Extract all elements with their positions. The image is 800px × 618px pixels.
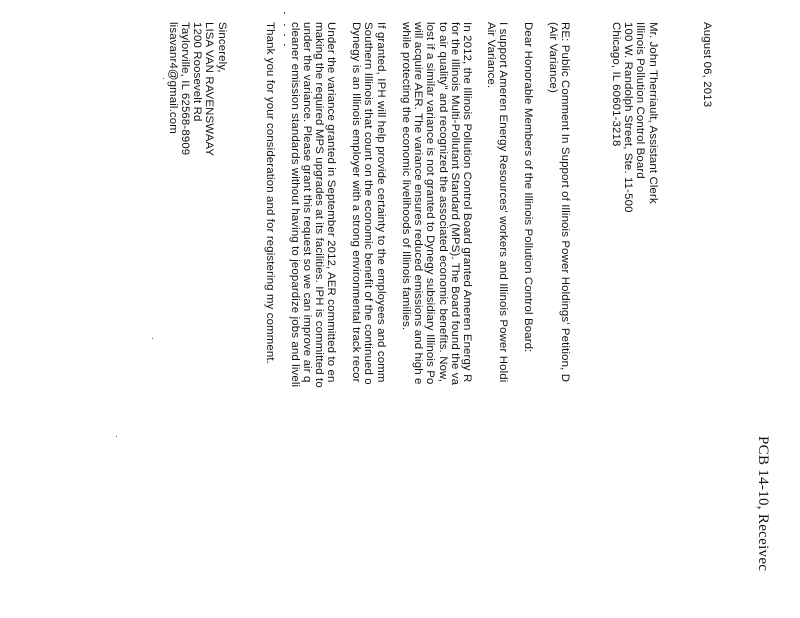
signature-line: 1200 Roosevelt Rd xyxy=(191,22,203,122)
scan-speck xyxy=(116,436,117,437)
recipient-line: Illinois Pollution Control Board xyxy=(634,22,646,179)
paragraph-line: Air Variance. xyxy=(485,22,497,89)
salutation: Dear Honorable Members of the Illinois Pollution Control Board: xyxy=(522,22,534,353)
paragraph-line: Dynegy is an Illinois employer with a strong environmental track recor xyxy=(350,22,362,383)
paragraph-line: Under the variance granted in September 2012, AER committed to en xyxy=(325,22,337,383)
paragraph-line: will acquire AER. The variance ensures reduced emissions and high e xyxy=(412,22,424,385)
received-stamp: PCB 14-10, Receivec xyxy=(755,436,771,572)
paragraph-line: In 2012, the Illinois Pollution Control Board granted Ameren Energy R xyxy=(461,22,473,383)
subject-text: (Air Variance) xyxy=(547,22,559,93)
subject-text: RE: Public Comment In Support of Illinois Power Holdings' Petition, D xyxy=(559,22,571,383)
paragraph-line: for the Illinois Multi-Pollutant Standard (MPS). The Board found the va xyxy=(449,22,461,386)
scan-speck xyxy=(284,34,285,36)
signature-line: lisavanr4@gmail.com xyxy=(167,22,179,134)
paragraph-line: Southern Illinois that count on the economic benefit of the continued o xyxy=(362,22,374,385)
scan-speck xyxy=(284,12,285,14)
paragraph-line: while protecting the economic livelihoods of Illinois families. xyxy=(400,22,412,331)
signature-line: LISA VAN RAVENSWAAY xyxy=(203,22,215,157)
scan-speck xyxy=(284,24,285,26)
recipient-line: Mr. John Therriault, Assistant Clerk xyxy=(647,22,659,204)
recipient-line: Chicago, IL 60601-3218 xyxy=(610,22,622,147)
paragraph-line: cleaner emission standards without having to jeopardize jobs and liveli xyxy=(289,22,301,388)
paragraph-line: to air quality" and recognized the associated economic benefits. Now, xyxy=(437,22,449,383)
paragraph-line: If granted, IPH will help provide certainty to the employees and comm xyxy=(375,22,387,383)
closing-line: Thank you for your consideration and for registering my comment. xyxy=(264,22,276,364)
signature-line: Sincerely, xyxy=(216,22,228,73)
paragraph-line: under the variance. Please grant this request so we can improve air q xyxy=(301,22,313,383)
scan-speck xyxy=(163,78,164,79)
recipient-line: 100 W. Randolph Street, Ste. 11-500 xyxy=(622,22,634,213)
scan-speck xyxy=(152,338,153,339)
paragraph-line: lost if a similar variance is not granted to Dynegy subsidiary Illinois Po xyxy=(424,22,436,385)
scan-speck xyxy=(284,44,285,46)
paragraph-line: I support Ameren Energy Resources' workers and Illinois Power Holdi xyxy=(497,22,509,383)
letter-date: August 06, 2013 xyxy=(701,22,713,108)
signature-line: Taylorville, IL 62568-8909 xyxy=(179,22,191,156)
paragraph-line: making the required MPS upgrades at its facilities. IPH is committed to xyxy=(313,22,325,388)
